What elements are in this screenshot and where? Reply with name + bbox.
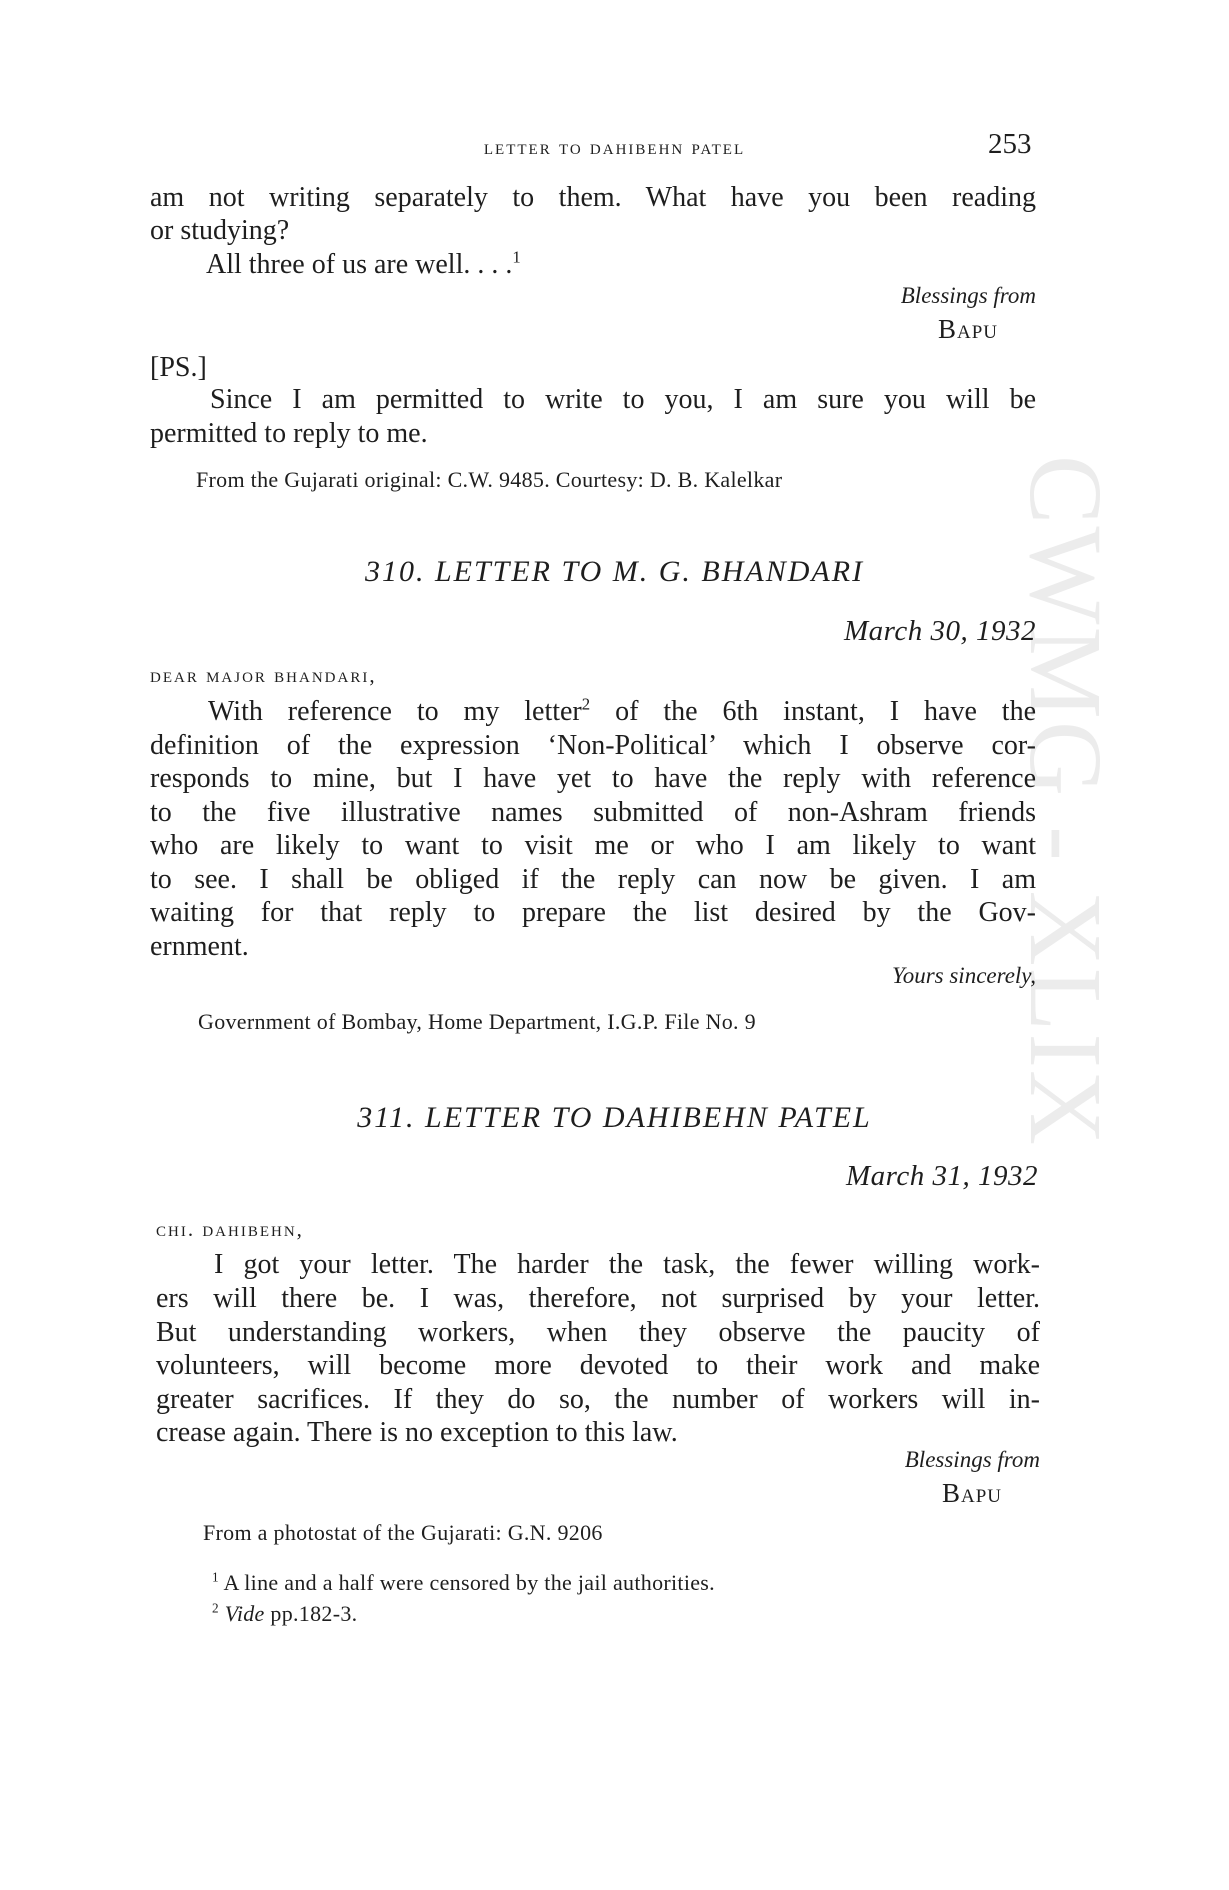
ps-label: [PS.] [150, 352, 207, 383]
closing-blessings-1: Blessings from [900, 283, 1036, 308]
letter-310-line-1-start: With reference to my letter [208, 696, 582, 727]
letter-310-line-2: definition of the expression ‘Non-Political’ which I observe cor- [150, 730, 1036, 761]
running-title: letter to dahibehn patel [483, 135, 746, 159]
signature-bapu-2: Bapu [941, 1478, 1002, 1508]
footnote-ref-1: 1 [512, 247, 521, 267]
letter-310-line-7: waiting for that reply to prepare the list desired by the Gov- [150, 897, 1036, 928]
letter-311-line-1: I got your letter. The harder the task, the fewer willing work- [214, 1249, 1040, 1280]
footnote-1 [212, 1570, 715, 1596]
footnote-2-text: pp.182-3. [264, 1601, 358, 1626]
date-letter-310: March 30, 1932 [844, 615, 1036, 647]
source-note-2: Government of Bombay, Home Department, I.G.P. File No. 9 [198, 1009, 756, 1034]
footnote-1-mark: 1 [212, 1569, 219, 1585]
letter-311-line-3: But understanding workers, when they observe the paucity of [156, 1317, 1040, 1348]
footnote-1-text: A line and a half were censored by the jail authorities. [218, 1570, 715, 1595]
footnote-2-vide: Vide [224, 1601, 265, 1626]
letter-310-line-4: to the five illustrative names submitted of non-Ashram friends [150, 797, 1036, 828]
ps-line-1: Since I am permitted to write to you, I am sure you will be [210, 384, 1036, 415]
page-number: 253 [988, 128, 1032, 160]
footnote-ref-2: 2 [581, 694, 591, 714]
heading-letter-311: 311. LETTER TO DAHIBEHN PATEL [357, 1101, 872, 1134]
source-note-1: From the Gujarati original: C.W. 9485. Courtesy: D. B. Kalelkar [196, 467, 783, 492]
footnote-2-mark: 2 [212, 1600, 219, 1616]
continued-line-3-text: All three of us are well. . . . [206, 249, 513, 280]
salutation-letter-310: dear major bhandari, [150, 663, 377, 687]
letter-311-line-6: crease again. There is no exception to this law. [156, 1417, 678, 1448]
letter-310-line-8: ernment. [150, 931, 249, 962]
letter-310-line-5: who are likely to want to visit me or who I am likely to want [150, 830, 1036, 861]
continued-line-3 [206, 248, 521, 282]
closing-blessings-2: Blessings from [904, 1447, 1040, 1472]
letter-310-line-1 [208, 695, 1036, 729]
ps-line-2: permitted to reply to me. [150, 418, 428, 449]
footnote-2 [212, 1601, 357, 1627]
closing-yours-sincerely: Yours sincerely, [892, 963, 1036, 988]
letter-310-line-6: to see. I shall be obliged if the reply can now be given. I am [150, 864, 1036, 895]
source-note-3: From a photostat of the Gujarati: G.N. 9206 [203, 1520, 603, 1545]
letter-311-line-4: volunteers, will become more devoted to their work and make [156, 1350, 1040, 1381]
letter-310-line-3: responds to mine, but I have yet to have the reply with reference [150, 763, 1036, 794]
continued-line-1: am not writing separately to them. What have you been reading [150, 182, 1036, 213]
cwmg-watermark: CWMG - XLIX [1008, 455, 1123, 1148]
letter-311-line-5: greater sacrifices. If they do so, the number of workers will in- [156, 1384, 1040, 1415]
salutation-letter-311: chi. dahibehn, [156, 1217, 304, 1241]
continued-line-2: or studying? [150, 215, 290, 246]
date-letter-311: March 31, 1932 [846, 1160, 1038, 1192]
signature-bapu-1: Bapu [937, 314, 998, 344]
letter-310-line-1-rest: of the 6th instant, I have the [590, 696, 1036, 727]
letter-311-line-2: ers will there be. I was, therefore, not surprised by your letter. [156, 1283, 1040, 1314]
heading-letter-310: 310. LETTER TO M. G. BHANDARI [364, 555, 865, 588]
